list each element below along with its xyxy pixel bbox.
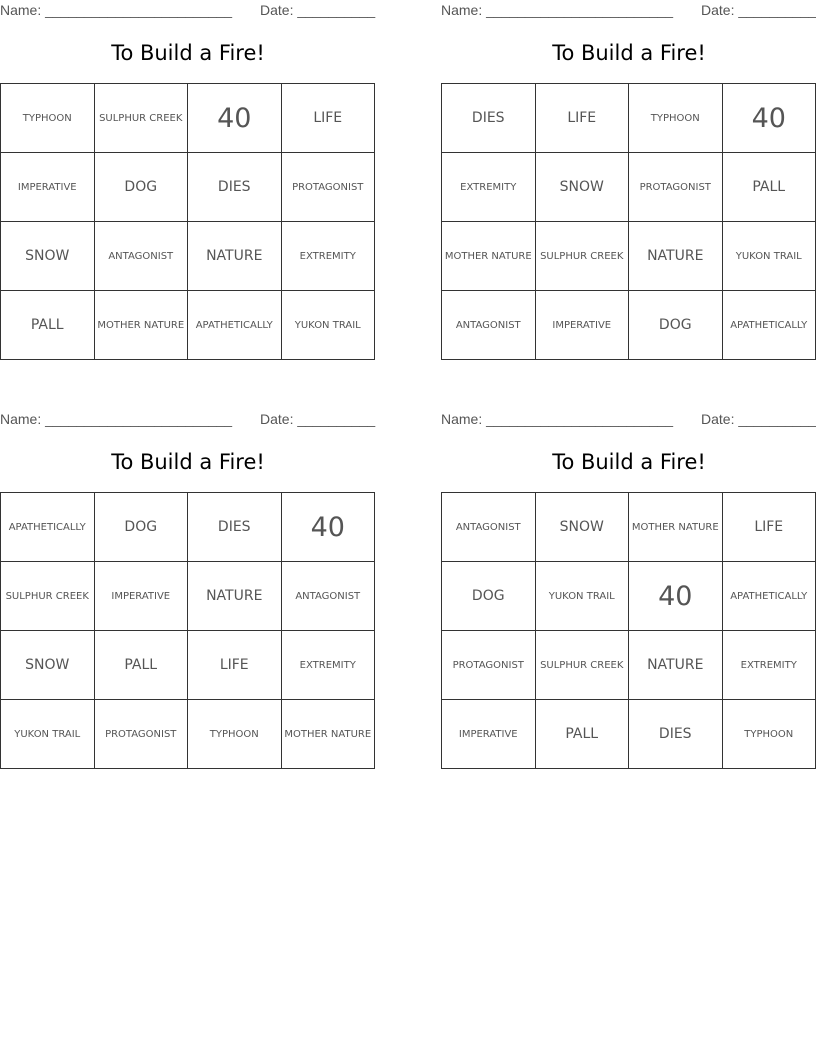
- name-field-label: Name: ________________________: [0, 2, 232, 18]
- grid-cell: EXTREMITY: [281, 222, 375, 291]
- grid-cell: LIFE: [535, 84, 629, 153]
- card-title: To Build a Fire!: [111, 41, 265, 65]
- date-field-label: Date: __________: [260, 411, 376, 427]
- grid-cell: IMPERATIVE: [442, 700, 536, 769]
- bingo-grid: [441, 492, 816, 769]
- grid-row: [1, 493, 375, 562]
- grid-cell: YUKON TRAIL: [1, 700, 95, 769]
- grid-cell: ANTAGONIST: [442, 291, 536, 360]
- grid-cell: PALL: [722, 153, 816, 222]
- grid-cell: SNOW: [1, 631, 95, 700]
- grid-row: [1, 700, 375, 769]
- date-field-label: Date: __________: [701, 411, 816, 427]
- grid-cell: LIFE: [281, 84, 375, 153]
- card-header: [441, 409, 816, 429]
- grid-cell: DIES: [442, 84, 536, 153]
- grid-cell: 40: [629, 562, 723, 631]
- grid-row: [442, 222, 816, 291]
- grid-cell: NATURE: [188, 562, 282, 631]
- grid-cell: LIFE: [722, 493, 816, 562]
- grid-cell: EXTREMITY: [442, 153, 536, 222]
- card-header: [0, 409, 376, 429]
- name-field-label: Name: ________________________: [0, 411, 232, 427]
- grid-cell: DOG: [629, 291, 723, 360]
- grid-cell: TYPHOON: [1, 84, 95, 153]
- grid-row: [442, 631, 816, 700]
- grid-cell: PALL: [94, 631, 188, 700]
- grid-cell: SNOW: [1, 222, 95, 291]
- grid-cell: IMPERATIVE: [535, 291, 629, 360]
- bingo-grid: [441, 83, 816, 360]
- card-header: [0, 0, 376, 20]
- grid-cell: YUKON TRAIL: [722, 222, 816, 291]
- grid-cell: DIES: [188, 153, 282, 222]
- grid-cell: PALL: [1, 291, 95, 360]
- grid-cell: SULPHUR CREEK: [535, 222, 629, 291]
- grid-row: [1, 562, 375, 631]
- grid-cell: LIFE: [188, 631, 282, 700]
- grid-cell: PALL: [535, 700, 629, 769]
- grid-cell: ANTAGONIST: [281, 562, 375, 631]
- grid-cell: TYPHOON: [188, 700, 282, 769]
- grid-cell: DOG: [94, 493, 188, 562]
- grid-cell: PROTAGONIST: [94, 700, 188, 769]
- grid-cell: 40: [722, 84, 816, 153]
- grid-cell: SULPHUR CREEK: [1, 562, 95, 631]
- grid-cell: NATURE: [629, 222, 723, 291]
- grid-row: [1, 84, 375, 153]
- grid-cell: APATHETICALLY: [722, 291, 816, 360]
- date-field-label: Date: __________: [701, 2, 816, 18]
- grid-cell: ANTAGONIST: [94, 222, 188, 291]
- grid-cell: EXTREMITY: [281, 631, 375, 700]
- grid-cell: NATURE: [188, 222, 282, 291]
- grid-row: [442, 562, 816, 631]
- bingo-grid: [0, 83, 375, 360]
- grid-row: [1, 222, 375, 291]
- grid-cell: APATHETICALLY: [188, 291, 282, 360]
- grid-cell: IMPERATIVE: [1, 153, 95, 222]
- grid-cell: DIES: [629, 700, 723, 769]
- grid-cell: PROTAGONIST: [281, 153, 375, 222]
- grid-cell: DIES: [188, 493, 282, 562]
- card-header: [441, 0, 816, 20]
- grid-cell: EXTREMITY: [722, 631, 816, 700]
- grid-cell: PROTAGONIST: [442, 631, 536, 700]
- grid-cell: MOTHER NATURE: [442, 222, 536, 291]
- date-field-label: Date: __________: [260, 2, 376, 18]
- grid-row: [1, 631, 375, 700]
- card-title: To Build a Fire!: [552, 450, 706, 474]
- grid-cell: PROTAGONIST: [629, 153, 723, 222]
- grid-cell: NATURE: [629, 631, 723, 700]
- card-title: To Build a Fire!: [552, 41, 706, 65]
- grid-cell: IMPERATIVE: [94, 562, 188, 631]
- card-title: To Build a Fire!: [111, 450, 265, 474]
- grid-cell: ANTAGONIST: [442, 493, 536, 562]
- grid-cell: TYPHOON: [629, 84, 723, 153]
- grid-row: [442, 84, 816, 153]
- grid-cell: DOG: [94, 153, 188, 222]
- grid-row: [442, 493, 816, 562]
- name-field-label: Name: ________________________: [441, 2, 673, 18]
- grid-row: [442, 700, 816, 769]
- grid-cell: MOTHER NATURE: [629, 493, 723, 562]
- grid-cell: TYPHOON: [722, 700, 816, 769]
- grid-row: [442, 153, 816, 222]
- grid-cell: YUKON TRAIL: [281, 291, 375, 360]
- grid-cell: APATHETICALLY: [722, 562, 816, 631]
- grid-cell: SNOW: [535, 153, 629, 222]
- grid-cell: APATHETICALLY: [1, 493, 95, 562]
- grid-cell: YUKON TRAIL: [535, 562, 629, 631]
- grid-cell: SNOW: [535, 493, 629, 562]
- grid-cell: DOG: [442, 562, 536, 631]
- bingo-grid: [0, 492, 375, 769]
- grid-cell: MOTHER NATURE: [94, 291, 188, 360]
- grid-cell: MOTHER NATURE: [281, 700, 375, 769]
- grid-row: [1, 291, 375, 360]
- grid-row: [442, 291, 816, 360]
- grid-row: [1, 153, 375, 222]
- grid-cell: SULPHUR CREEK: [94, 84, 188, 153]
- name-field-label: Name: ________________________: [441, 411, 673, 427]
- grid-cell: 40: [188, 84, 282, 153]
- grid-cell: SULPHUR CREEK: [535, 631, 629, 700]
- grid-cell: 40: [281, 493, 375, 562]
